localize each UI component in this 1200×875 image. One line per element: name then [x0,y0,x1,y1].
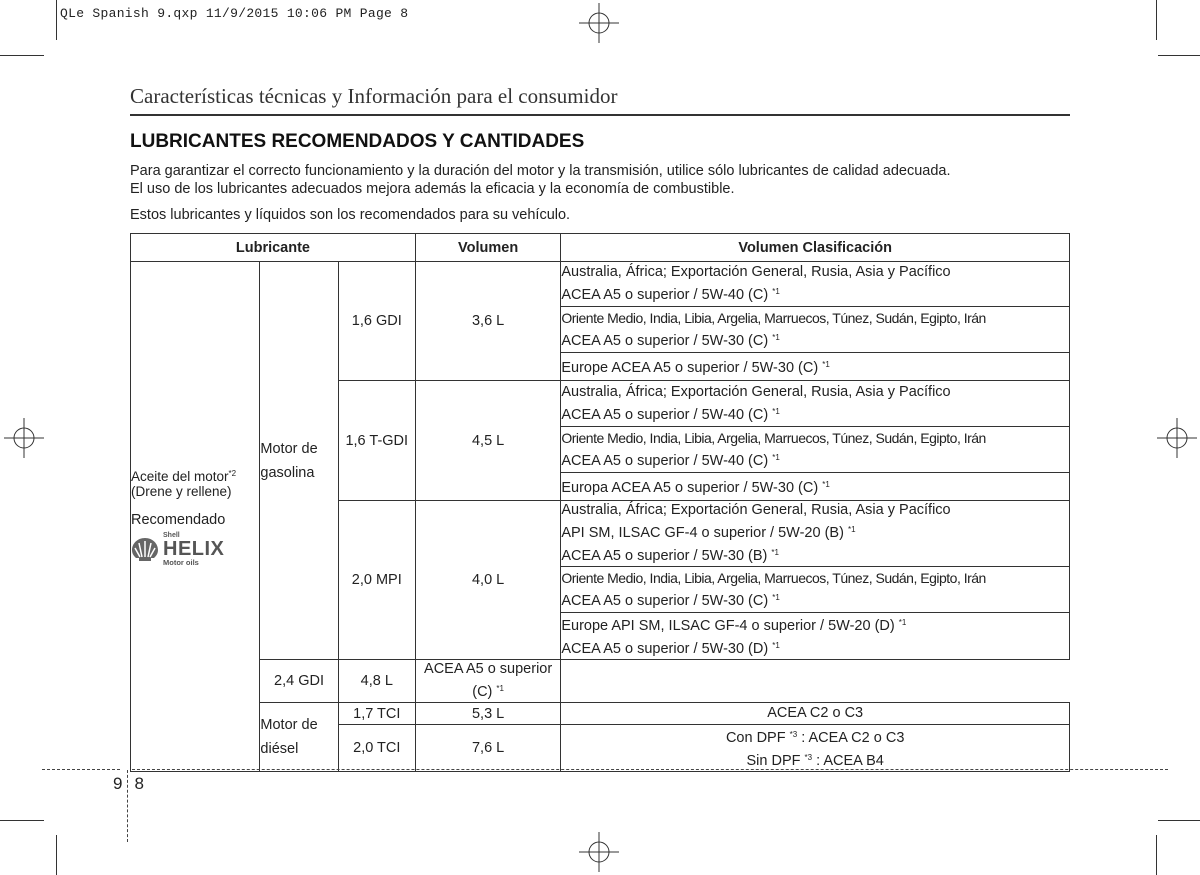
crop-mark [0,55,44,56]
spec-cell [415,660,560,703]
intro-paragraph [130,162,1075,198]
engine-type-cell [260,703,338,772]
crop-mark [1158,55,1200,56]
engine-cell: 2,4 GDI [260,660,338,703]
page-number [113,774,144,794]
spec-line: : ACEA B4 [812,753,884,769]
spec-line: Europe API SM, ILSAC GF-4 o superior / 5W-20 (D) [561,618,899,634]
header-volumen: Volumen [415,234,560,262]
logo-tagline: Motor oils [163,558,199,568]
shell-helix-logo [131,532,259,567]
spec-line: ACEA A5 o superior (C) [424,661,553,700]
logo-product: HELIX [163,538,225,561]
engine-cell: 1,6 T-GDI [338,381,415,501]
footnote-ref: *1 [771,548,779,557]
engine-cell: 2,0 MPI [338,501,415,660]
spec-line: Australia, África; Exportación General, Rusia, Asia y Pacífico [561,383,951,400]
table-row [131,660,1070,703]
volume-cell: 4,0 L [415,501,560,660]
registration-mark-icon [579,832,619,872]
spec-line: ACEA A5 o superior / 5W-30 (D) [561,641,773,657]
table-row [131,703,1070,725]
crop-mark [56,835,57,875]
spec-cell [561,501,1070,567]
footer-rule [42,769,120,770]
crop-mark [1158,820,1200,821]
volume-cell: 5,3 L [415,703,560,725]
registration-mark-icon [1157,418,1197,458]
footnote-ref: *1 [847,525,856,534]
table-header-row [131,234,1070,262]
registration-mark-icon [4,418,44,458]
spec-line: Australia, África; Exportación General, Rusia, Asia y Pacífico [561,502,951,518]
spec-cell [561,427,1070,473]
spec-line: ACEA A5 o superior / 5W-40 (C) [561,452,773,469]
footer-rule [132,769,1168,770]
crop-mark [56,0,57,40]
footnote-ref: *1 [772,332,780,342]
engine-type-label: gasolina [260,464,315,481]
spec-cell [561,725,1070,772]
oil-name: Aceite del motor [131,469,229,485]
volume-cell: 7,6 L [415,725,560,772]
spec-line: Con DPF [725,730,790,746]
spec-line: Europe ACEA A5 o superior / 5W-30 (C) [561,360,823,376]
spec-line: Oriente Medio, India, Libia, Argelia, Marruecos, Túnez, Sudán, Egipto, Irán [561,309,986,326]
logo-brand: Shell [163,532,180,540]
intro-line: El uso de los lubricantes adecuados mejora además la eficacia y la economía de combustible. [130,181,735,197]
footnote-ref: *3 [789,730,798,739]
shell-pecten-icon [131,537,159,563]
spec-cell [561,353,1070,381]
engine-cell: 2,0 TCI [338,725,415,772]
volume-cell: 4,8 L [338,660,415,703]
section-title: LUBRICANTES RECOMENDADOS Y CANTIDADES [130,131,585,152]
footnote-ref: *1 [822,360,830,369]
footnote-ref: *1 [772,592,780,602]
table-intro: Estos lubricantes y líquidos son los recomendados para su vehículo. [130,207,571,223]
spec-cell [561,381,1070,427]
engine-type-label: diésel [260,741,299,757]
page-number-value: 8 [134,774,144,793]
header-clasificacion: Volumen Clasificación [561,234,1070,262]
crop-mark [1156,835,1157,875]
lubricants-table [130,233,1070,772]
spec-line: API SM, ILSAC GF-4 o superior / 5W-20 (B) [561,525,848,541]
volume-cell: 3,6 L [415,262,560,381]
print-slug: QLe Spanish 9.qxp 11/9/2015 10:06 PM Page 8 [60,6,409,21]
spec-cell [561,262,1070,307]
footnote-ref: *1 [772,641,780,650]
header-rule [130,114,1070,116]
spec-line: ACEA A5 o superior / 5W-30 (C) [561,332,773,349]
spec-cell: ACEA C2 o C3 [561,703,1070,725]
table-row [131,262,1070,307]
oil-recommended: Recomendado [131,512,226,529]
engine-cell: 1,6 GDI [338,262,415,381]
oil-drain: (Drene y rellene) [131,484,232,500]
spec-line: Sin DPF [746,753,805,769]
spec-line: ACEA A5 o superior / 5W-40 (C) [561,287,773,303]
spec-line: Oriente Medio, India, Libia, Argelia, Marruecos, Túnez, Sudán, Egipto, Irán [561,429,986,446]
spec-cell [561,613,1070,660]
volume-cell: 4,5 L [415,381,560,501]
spec-cell [561,473,1070,501]
spec-line: Europa ACEA A5 o superior / 5W-30 (C) [561,480,823,496]
chapter-header-title: Características técnicas y Información para el consumidor [130,84,618,108]
engine-cell: 1,7 TCI [338,703,415,725]
engine-type-label: Motor de [260,440,318,457]
engine-type-label: Motor de [260,717,318,733]
registration-mark-icon [579,3,619,43]
spec-cell [561,567,1070,613]
chapter-number: 9 [113,774,123,793]
spec-line: : ACEA C2 o C3 [797,730,905,746]
spec-cell [561,307,1070,353]
footnote-ref: *1 [772,452,780,462]
spec-line: ACEA A5 o superior / 5W-30 (B) [561,548,772,564]
spec-line: ACEA A5 o superior / 5W-40 (C) [561,406,773,423]
footnote-ref: *3 [804,753,813,762]
crop-mark [0,820,44,821]
footnote-ref: *2 [228,469,237,479]
spec-line: Oriente Medio, India, Libia, Argelia, Marruecos, Túnez, Sudán, Egipto, Irán [561,569,986,586]
header-lubricante: Lubricante [131,234,416,262]
footnote-ref: *1 [822,480,830,489]
footnote-ref: *1 [898,618,907,627]
crop-mark [1156,0,1157,40]
engine-type-cell [260,262,338,660]
footnote-ref: *1 [496,684,504,693]
footnote-ref: *1 [772,406,780,416]
spec-line: Australia, África; Exportación General, Rusia, Asia y Pacífico [561,264,951,280]
footnote-ref: *1 [772,287,780,296]
oil-cell [131,262,260,772]
spec-line: ACEA A5 o superior / 5W-30 (C) [561,592,773,609]
intro-line: Para garantizar el correcto funcionamiento y la duración del motor y la transmisión, utilice sólo lubricantes de calidad adecuada. [130,163,951,179]
